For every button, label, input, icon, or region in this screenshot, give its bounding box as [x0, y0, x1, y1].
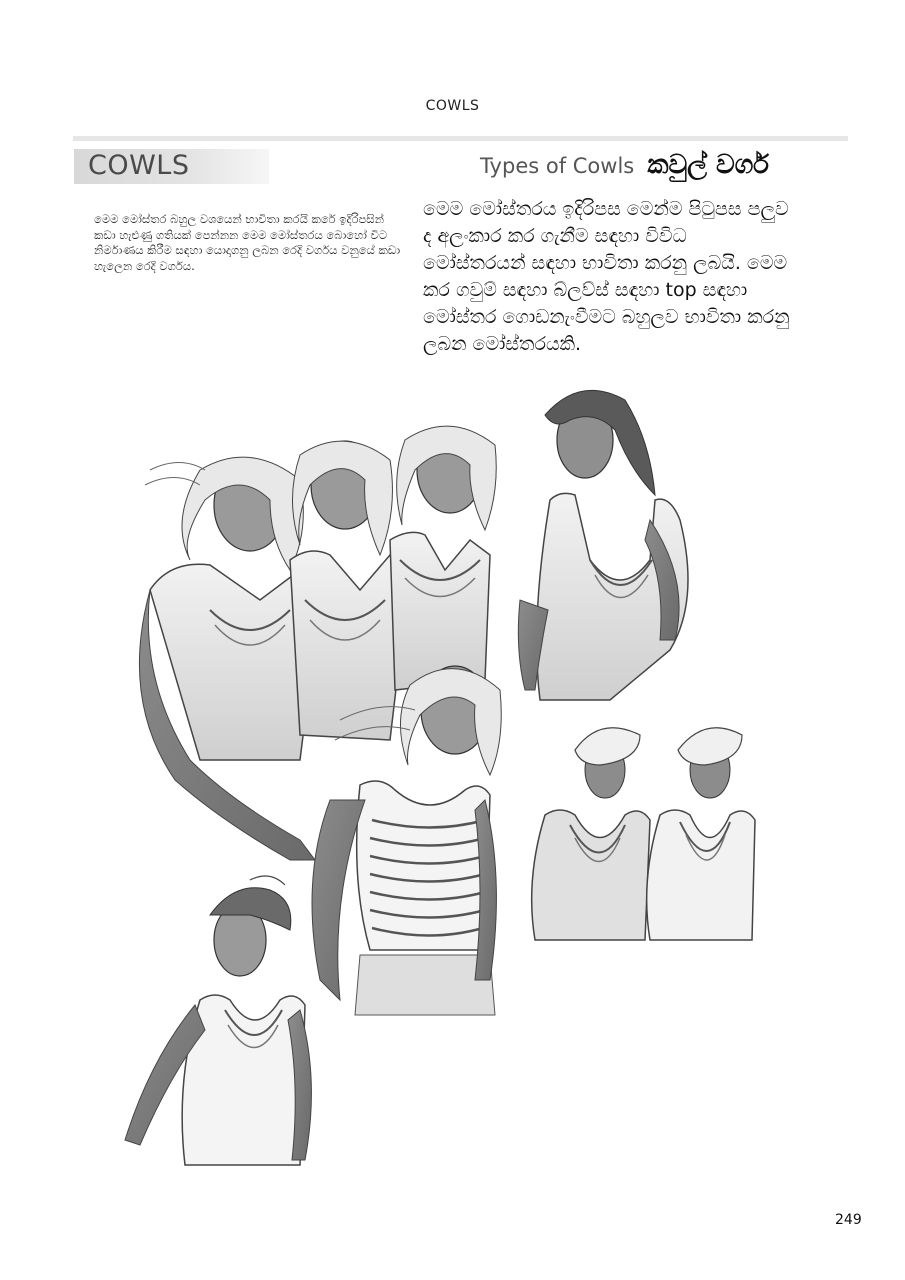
running-header: COWLS	[425, 98, 480, 114]
types-heading-english: Types of Cowls	[480, 154, 635, 178]
fashion-sketch-cowl-back-dress	[518, 390, 688, 700]
fashion-sketch-cowl-neck-tops-group	[139, 426, 496, 860]
left-description-paragraph: මෙම මෝස්තර බහුල වශයෙන් භාවිතා කරයි කරේ ඉදිරිපසින් කඩා හැළුණු ගතියක් පෙන්නන මෙම මෝස්තරය බොහෝ විට නිර්මාණය කිරීම සඳහා යොදාගනු ලබන රෙදි වර්ගය වනුයේ කඩා හැලෙන රෙදි වර්ගය.	[94, 212, 401, 273]
types-heading-sinhala: කවුල් වර්ග	[647, 150, 770, 180]
fashion-sketch-updo-cowl-top	[125, 876, 311, 1165]
fashion-sketch-capped-women-cowl-tops	[532, 728, 755, 940]
right-description-paragraph: මෙම මෝස්තරය ඉදිරිපස මෙන්ම පිටුපස පලුව ද අලංකාර කර ගැනීම සඳහා විවිධ මෝස්තරයන් සඳහා භාවිතා කරනු ලබයි. මෙම කර ගවුම් සඳහා බ්ලව්ස් සඳහා top සඳහා මෝස්තර ගොඩනැංවීමට බහුලව භාවිතා කරනු ලබන මෝස්තරයකි.	[423, 198, 790, 355]
page-number: 249	[835, 1212, 862, 1228]
section-title: COWLS	[88, 150, 190, 181]
